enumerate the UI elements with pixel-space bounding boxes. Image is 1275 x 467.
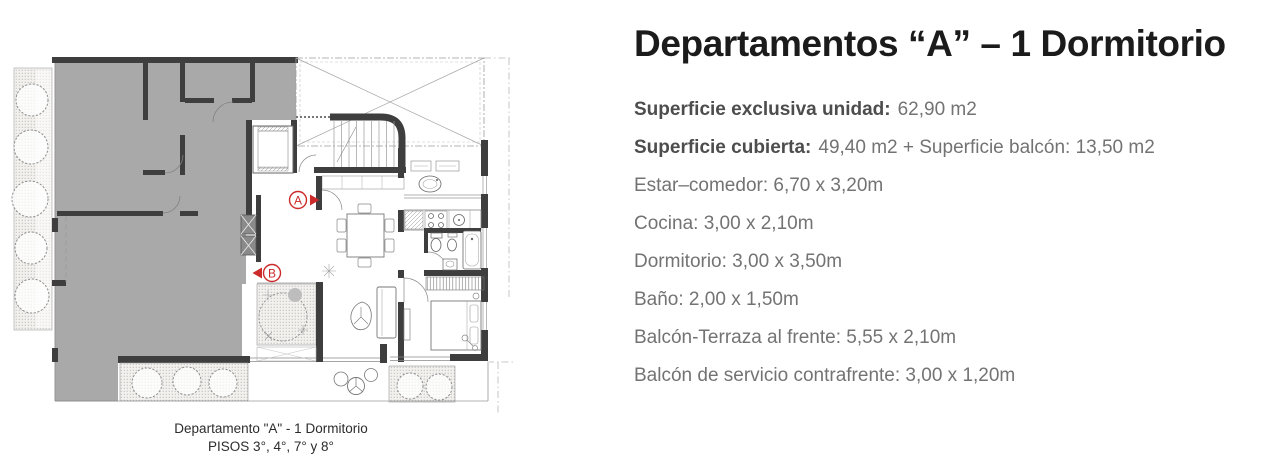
spec-value: Cocina: 3,00 x 2,10m xyxy=(634,213,814,235)
spec-list xyxy=(634,91,1274,395)
spec-label: Superficie exclusiva unidad: xyxy=(634,99,891,121)
neighbor-unit xyxy=(52,57,298,401)
floor-plan-drawing xyxy=(0,0,530,462)
spec-row-superficie-cubierta xyxy=(634,129,1274,167)
front-balcony xyxy=(118,362,515,415)
plan-caption-line1: Departamento "A" - 1 Dormitorio xyxy=(174,421,368,436)
balcony-bush-icons xyxy=(132,367,237,398)
plan-caption-line2: PISOS 3°, 4°, 7° y 8° xyxy=(208,439,334,454)
dining-table-icon xyxy=(347,214,384,257)
sofa-icon xyxy=(377,287,396,338)
stair-treads xyxy=(334,121,394,167)
marker-b-label: B xyxy=(267,266,277,281)
spec-row-estar-comedor xyxy=(634,167,1274,205)
bidet-icon xyxy=(448,239,457,251)
marker-a-label: A xyxy=(293,193,303,208)
spec-value: 49,40 m2 + Superficie balcón: 13,50 m2 xyxy=(818,137,1155,159)
section-markers xyxy=(253,192,320,282)
spec-row-balcon-terraza xyxy=(634,319,1274,357)
marker-b-arrow-icon xyxy=(253,268,263,279)
laundry-tub-icon xyxy=(419,176,441,192)
spec-row-balcon-servicio xyxy=(634,357,1274,395)
spec-row-bano xyxy=(634,281,1274,319)
floor-plan xyxy=(0,0,530,462)
unit-a-exterior-wall xyxy=(481,140,488,360)
patio-set-icons xyxy=(334,369,378,395)
stove-icon xyxy=(425,211,447,229)
spec-label: Superficie cubierta: xyxy=(634,137,812,159)
spec-row-superficie-exclusiva xyxy=(634,91,1274,129)
spec-value: Estar–comedor: 6,70 x 3,20m xyxy=(634,175,884,197)
bathroom xyxy=(424,228,488,276)
apartment-details xyxy=(634,22,1274,395)
spec-value: Balcón de servicio contrafrente: 3,00 x 1,20m xyxy=(634,365,1016,387)
spec-value: Baño: 2,00 x 1,50m xyxy=(634,289,799,311)
spec-row-cocina xyxy=(634,205,1274,243)
landscape-strip xyxy=(12,68,52,330)
planter-terrace xyxy=(257,282,323,362)
toilet-icon xyxy=(431,239,441,252)
page-title: Departamentos “A” – 1 Dormitorio xyxy=(634,23,1226,64)
small-plant-icon xyxy=(322,264,336,278)
closet xyxy=(426,277,484,290)
service-balcony xyxy=(398,148,481,198)
spec-row-dormitorio xyxy=(634,243,1274,281)
spec-value: Dormitorio: 3,00 x 3,50m xyxy=(634,251,843,273)
spec-value: Balcón-Terraza al frente: 5,55 x 2,10m xyxy=(634,327,957,349)
spec-value: 62,90 m2 xyxy=(897,99,977,121)
